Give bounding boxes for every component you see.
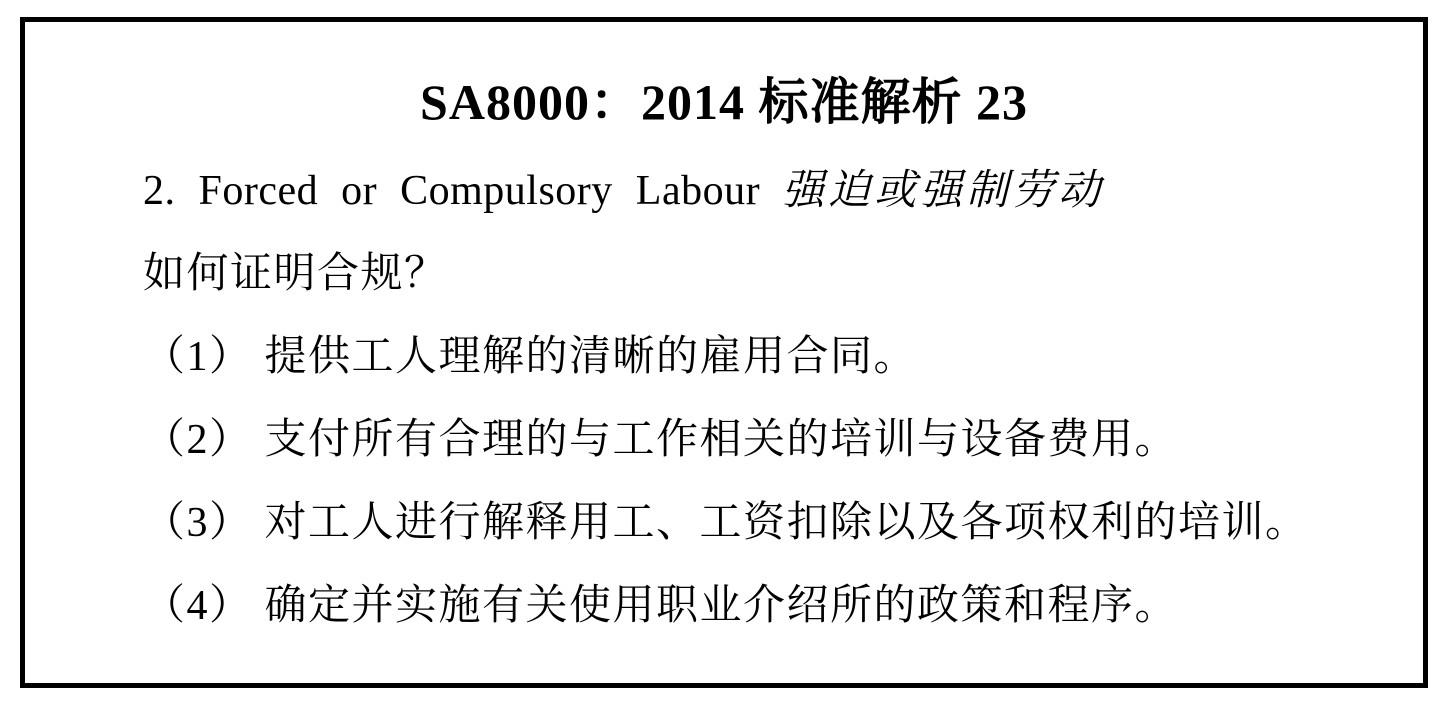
list-item-3: （3） 对工人进行解释用工、工资扣除以及各项权利的培训。 — [143, 500, 1309, 546]
list-item-1: （1） 提供工人理解的清晰的雇用合同。 — [143, 334, 918, 380]
section-heading-chinese: 强迫或强制劳动 — [782, 168, 1105, 214]
document-page-frame — [20, 17, 1428, 688]
page-title: SA8000：2014 标准解析 23 — [420, 74, 1028, 130]
list-item-4: （4） 确定并实施有关使用职业介绍所的政策和程序。 — [143, 583, 1179, 629]
section-heading-english: 2. Forced or Compulsory Labour — [143, 168, 761, 214]
compliance-question: 如何证明合规？ — [143, 251, 448, 297]
list-item-2: （2） 支付所有合理的与工作相关的培训与设备费用。 — [143, 417, 1179, 463]
page-body — [143, 170, 1373, 627]
section-heading — [143, 170, 1373, 212]
